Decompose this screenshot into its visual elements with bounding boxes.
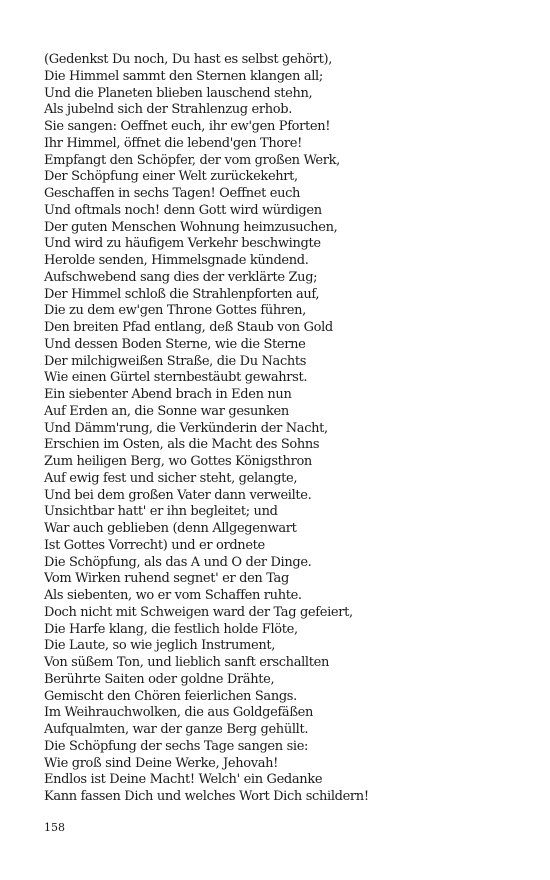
poem-line: Sie sangen: Oeffnet euch, ihr ew'gen Pforten! <box>44 119 331 134</box>
poem-line: Die zu dem ew'gen Throne Gottes führen, <box>44 303 306 319</box>
poem-line: Als siebenten, wo er vom Schaffen ruhte. <box>44 588 302 603</box>
poem-line: Ist Gottes Vorrecht) und er ordnete <box>44 537 265 553</box>
poem-line: Erschien im Osten, als die Macht des Sohns <box>44 437 320 453</box>
poem-line: Der Schöpfung einer Welt zurückekehrt, <box>44 169 298 185</box>
poem-line: Und dessen Boden Sterne, wie die Sterne <box>44 336 306 352</box>
poem-line: Wie einen Gürtel sternbestäubt gewahrst. <box>44 370 308 386</box>
poem-line: Der Himmel schloß die Strahlenpforten auf, <box>44 286 320 302</box>
poem-line: Kann fassen Dich und welches Wort Dich schildern! <box>44 789 369 804</box>
poem-line: Zum heiligen Berg, wo Gottes Königsthron <box>44 454 312 469</box>
poem-line: Wie groß sind Deine Werke, Jehovah! <box>44 755 279 771</box>
poem-line: Und wird zu häufigem Verkehr beschwingte <box>44 236 321 252</box>
poem-line: Die Schöpfung der sechs Tage sangen sie: <box>44 738 309 754</box>
poem-line: Den breiten Pfad entlang, deß Staub von Gold <box>44 320 333 335</box>
poem-line: Aufqualmten, war der ganze Berg gehüllt. <box>44 722 309 737</box>
poem-line: Die Himmel sammt den Sternen klangen all; <box>44 68 323 84</box>
poem-line: Herolde senden, Himmelsgnade kündend. <box>44 253 309 268</box>
poem-line: (Gedenkst Du noch, Du hast es selbst gehört), <box>44 52 333 67</box>
poem-line: Aufschwebend sang dies der verklärte Zug; <box>44 269 318 285</box>
poem-line: Die Schöpfung, als das A und O der Dinge. <box>44 554 312 570</box>
poem-line: Ein siebenter Abend brach in Eden nun <box>44 387 292 402</box>
poem-line: Doch nicht mit Schweigen ward der Tag gefeiert, <box>44 604 353 620</box>
poem-line: Ihr Himmel, öffnet die lebend'gen Thore! <box>44 135 302 151</box>
poem-line: Der guten Menschen Wohnung heimzusuchen, <box>44 219 338 235</box>
poem-line: Auf ewig fest und sicher steht, gelangte, <box>44 470 298 486</box>
poem-line: Die Harfe klang, die festlich holde Flöte, <box>44 621 298 637</box>
poem-line: Und die Planeten blieben lauschend stehn, <box>44 85 313 101</box>
poem-line: Und oftmals noch! denn Gott wird würdigen <box>44 202 322 218</box>
poem-line: Als jubelnd sich der Strahlenzug erhob. <box>44 102 293 118</box>
poem-line: Geschaffen in sechs Tagen! Oeffnet euch <box>44 186 301 201</box>
poem-line: Empfangt den Schöpfer, der vom großen Werk, <box>44 152 340 168</box>
poem-line: Auf Erden an, die Sonne war gesunken <box>44 403 289 419</box>
poem-line: Von süßem Ton, und lieblich sanft erschallten <box>44 655 329 670</box>
poem-line: Berührte Saiten oder goldne Drähte, <box>44 671 275 687</box>
poem-line: Und bei dem großen Vater dann verweilte. <box>44 487 312 503</box>
poem-line: Die Laute, so wie jeglich Instrument, <box>44 638 276 654</box>
poem-line: Und Dämm'rung, die Verkünderin der Nacht, <box>44 420 328 436</box>
poem-text <box>44 52 514 806</box>
poem-line: Im Weihrauchwolken, die aus Goldgefäßen <box>44 705 314 721</box>
poem-line: Vom Wirken ruhend segnet' er den Tag <box>44 571 289 587</box>
poem-line: Endlos ist Deine Macht! Welch' ein Gedanke <box>44 772 323 788</box>
poem-line: Unsichtbar hatt' er ihn begleitet; und <box>44 504 278 520</box>
poem-line: Der milchigweißen Straße, die Du Nachts <box>44 353 307 369</box>
page-number: 158 <box>44 821 65 834</box>
poem-line: Gemischt den Chören feierlichen Sangs. <box>44 688 297 704</box>
poem-line: War auch geblieben (denn Allgegenwart <box>44 521 297 536</box>
